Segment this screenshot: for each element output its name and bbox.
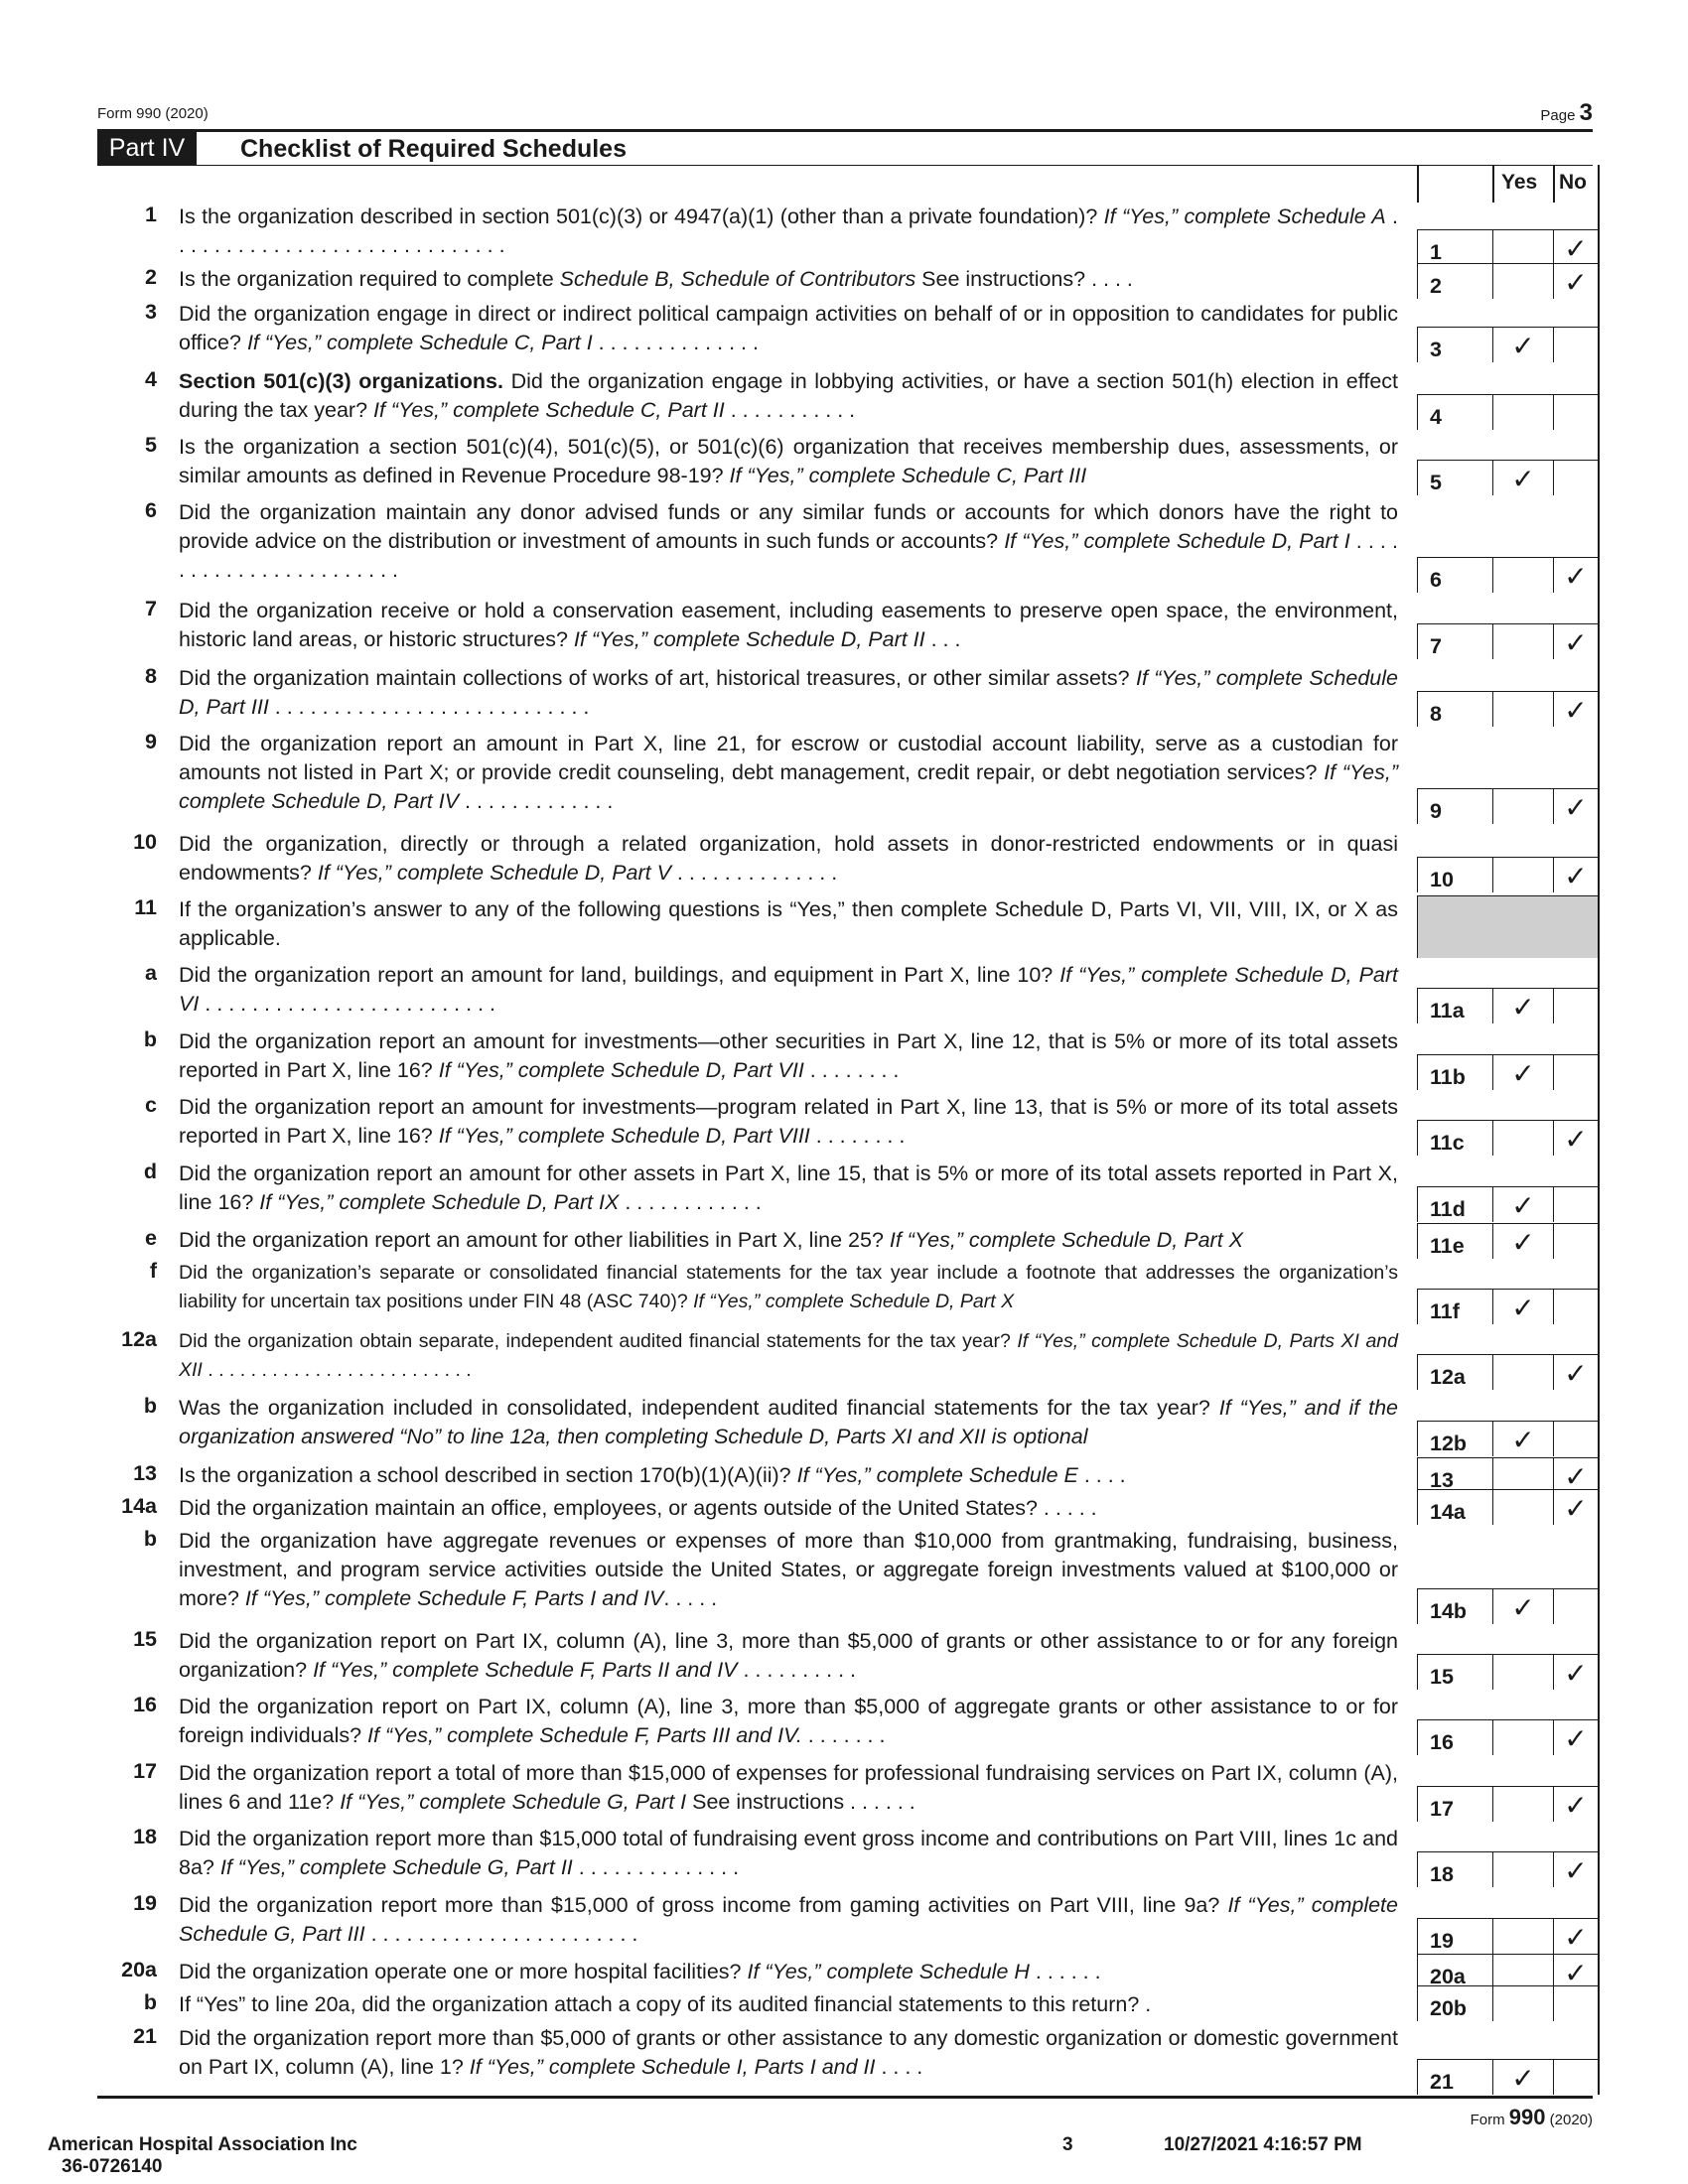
question-text: Did the organization report more than $5,000 of grants or other assistance to any domestic organization or domestic government on Part IX, column (A), line 1? If “Yes,” complete Schedule I, Parts I and II . . . . — [179, 2026, 1398, 2079]
row-number: 3 — [145, 300, 157, 324]
question-text: Did the organization maintain an office, employees, or agents outside of the United States? . . . . . — [179, 1496, 1097, 1520]
line-number-cell: 17 — [1417, 1786, 1492, 1822]
row-number: c — [145, 1093, 157, 1117]
yes-checkbox[interactable] — [1492, 623, 1553, 659]
row-number: 14a — [121, 1494, 157, 1518]
line-number-cell: 1 — [1417, 229, 1492, 265]
row-number: 15 — [133, 1627, 157, 1651]
yes-checkbox[interactable]: ✓ — [1492, 2059, 1553, 2095]
line-number-cell: 14a — [1417, 1489, 1492, 1525]
no-checkbox[interactable] — [1553, 460, 1598, 495]
row-number: 21 — [133, 2024, 157, 2048]
footer-form-number: 990 — [1508, 2105, 1546, 2129]
table-row — [0, 961, 1688, 1024]
page-number: 3 — [1579, 99, 1593, 126]
no-checkbox[interactable] — [1553, 327, 1598, 362]
table-row — [0, 1394, 1688, 1456]
line-number-cell: 4 — [1417, 394, 1492, 430]
row-number: b — [143, 1394, 157, 1418]
no-checkbox[interactable] — [1553, 988, 1598, 1024]
no-checkbox[interactable]: ✓ — [1553, 1954, 1598, 1989]
line-number-cell: 20a — [1417, 1954, 1492, 1989]
row-number: b — [143, 1027, 157, 1051]
no-checkbox[interactable]: ✓ — [1553, 623, 1598, 659]
question-text: Did the organization report on Part IX, column (A), line 3, more than $5,000 of grants or other assistance to or for any foreign organization? If “Yes,” complete Schedule F, Parts II and IV . . . . . . . . . . — [179, 1629, 1398, 1682]
yes-checkbox[interactable] — [1492, 1786, 1553, 1822]
table-row — [0, 1259, 1688, 1324]
row-number: 19 — [133, 1891, 157, 1915]
line-number-cell: 3 — [1417, 327, 1492, 362]
no-checkbox[interactable]: ✓ — [1553, 1354, 1598, 1390]
no-checkbox[interactable] — [1553, 1054, 1598, 1090]
table-row — [0, 1990, 1688, 2021]
row-number: 6 — [145, 498, 157, 522]
shaded-cell — [1417, 895, 1598, 958]
question-text: Did the organization maintain any donor advised funds or any similar funds or accounts for which donors have the right to provide advice on the distribution or investment of amounts in such funds or accounts? If “Yes,” complete Schedule D, Part I . . . . . . . . . . . . . . . . . . . . . . . — [179, 500, 1398, 582]
row-number: 20a — [121, 1958, 157, 1981]
table-row — [0, 830, 1688, 892]
yes-checkbox[interactable]: ✓ — [1492, 460, 1553, 495]
row-number: 9 — [145, 730, 157, 753]
row-number: 11 — [134, 895, 157, 919]
no-checkbox[interactable]: ✓ — [1553, 1654, 1598, 1690]
part-title: Checklist of Required Schedules — [240, 135, 627, 163]
question-text: Did the organization have aggregate revenues or expenses of more than $10,000 from grantmaking, fundraising, business, investment, and program service activities outside the United States, or aggregate foreign investments valued at $100,000 or more? If “Yes,” complete Schedule F, Parts I and IV. . . . . — [179, 1529, 1398, 1610]
column-header-no: No — [1559, 171, 1587, 194]
yes-checkbox[interactable]: ✓ — [1492, 988, 1553, 1024]
row-number: 1 — [145, 203, 157, 226]
yes-checkbox[interactable]: ✓ — [1492, 1054, 1553, 1090]
line-number-cell: 14b — [1417, 1588, 1492, 1624]
yes-checkbox[interactable]: ✓ — [1492, 327, 1553, 362]
question-text: If “Yes” to line 20a, did the organization attach a copy of its audited financial statements to this return? . — [179, 1992, 1152, 2016]
footer-form-year: (2020) — [1549, 2112, 1593, 2128]
table-row — [0, 1891, 1688, 1954]
no-checkbox[interactable]: ✓ — [1553, 263, 1598, 299]
yes-checkbox[interactable] — [1492, 394, 1553, 430]
yes-checkbox[interactable]: ✓ — [1492, 1223, 1553, 1259]
table-row — [0, 1160, 1688, 1222]
no-checkbox[interactable]: ✓ — [1553, 691, 1598, 727]
question-text: Did the organization engage in direct or indirect political campaign activities on behalf of or in opposition to candidates for public office? If “Yes,” complete Schedule C, Part I . . . . . . . . . . . . . . — [179, 302, 1398, 354]
yes-checkbox[interactable] — [1492, 263, 1553, 299]
question-text: Was the organization included in consolidated, independent audited financial statements for the tax year? If “Yes,” and if the organization answered “No” to line 12a, then completing Schedule D, Parts XI and XII is optional — [179, 1396, 1399, 1448]
table-row — [0, 1093, 1688, 1156]
table-row — [0, 1825, 1688, 1887]
yes-checkbox[interactable] — [1492, 1489, 1553, 1525]
yes-checkbox[interactable] — [1492, 1985, 1553, 2021]
page-word: Page — [1540, 107, 1576, 124]
table-row — [0, 367, 1688, 430]
question-text: Did the organization report an amount for investments—other securities in Part X, line 12, that is 5% or more of its total assets reported in Part X, line 16? If “Yes,” complete Schedule D, Part VII . . . . . . . . — [179, 1029, 1398, 1082]
yes-checkbox[interactable] — [1492, 1654, 1553, 1690]
row-number: 4 — [145, 367, 157, 391]
question-text: Did the organization report an amount for investments—program related in Part X, line 13, that is 5% or more of its total assets reported in Part X, line 16? If “Yes,” complete Schedule D, Part VIII . . . . . . . . — [179, 1095, 1398, 1148]
line-number-cell: 9 — [1417, 788, 1492, 824]
line-number-cell: 11c — [1417, 1120, 1492, 1156]
line-number-cell: 16 — [1417, 1719, 1492, 1755]
yes-checkbox[interactable] — [1492, 1354, 1553, 1390]
table-row — [0, 1527, 1688, 1624]
yes-checkbox[interactable] — [1492, 788, 1553, 824]
no-checkbox[interactable] — [1553, 2059, 1598, 2095]
no-checkbox[interactable] — [1553, 1289, 1598, 1324]
no-checkbox[interactable]: ✓ — [1553, 1457, 1598, 1493]
line-number-cell: 7 — [1417, 623, 1492, 659]
grid-line — [1492, 165, 1494, 203]
table-row — [0, 664, 1688, 727]
row-number: a — [145, 961, 157, 985]
part-label: Part IV — [97, 132, 197, 165]
line-number-cell: 6 — [1417, 557, 1492, 593]
organization-name: American Hospital Association Inc — [48, 2134, 357, 2155]
no-checkbox[interactable] — [1553, 1223, 1598, 1259]
no-checkbox[interactable]: ✓ — [1553, 1918, 1598, 1954]
line-number-cell: 12a — [1417, 1354, 1492, 1390]
ein: 36-0726140 — [62, 2156, 163, 2177]
line-number-cell: 8 — [1417, 691, 1492, 727]
no-checkbox[interactable]: ✓ — [1553, 1851, 1598, 1887]
no-checkbox[interactable]: ✓ — [1553, 1786, 1598, 1822]
yes-checkbox[interactable] — [1492, 1120, 1553, 1156]
row-number: 5 — [145, 433, 157, 457]
question-text: Did the organization report on Part IX, column (A), line 3, more than $5,000 of aggregate grants or other assistance to or for foreign individuals? If “Yes,” complete Schedule F, Parts III and IV. . . . . . . . — [179, 1695, 1398, 1747]
no-checkbox[interactable]: ✓ — [1553, 788, 1598, 824]
table-row — [0, 498, 1688, 593]
row-number: 2 — [145, 265, 157, 289]
no-checkbox[interactable]: ✓ — [1553, 1120, 1598, 1156]
line-number-cell: 18 — [1417, 1851, 1492, 1887]
table-row — [0, 300, 1688, 362]
line-number-cell: 20b — [1417, 1985, 1492, 2021]
form-label: Form 990 (2020) — [97, 105, 209, 122]
table-row — [0, 730, 1688, 824]
table-row — [0, 1759, 1688, 1822]
table-row — [0, 1627, 1688, 1690]
footer-page-number: 3 — [1062, 2134, 1073, 2155]
row-number: 13 — [133, 1461, 157, 1485]
line-number-cell: 15 — [1417, 1654, 1492, 1690]
question-text: Is the organization described in section 501(c)(3) or 4947(a)(1) (other than a private foundation)? If “Yes,” complete Schedule A . . . . . . . . . . . . . . . . . . . . . . . . . . . . . — [179, 205, 1399, 257]
line-number-cell: 11d — [1417, 1186, 1492, 1222]
line-number-cell: 12b — [1417, 1421, 1492, 1456]
row-number: b — [143, 1990, 157, 2014]
row-number: 12a — [121, 1327, 157, 1351]
grid-line — [1598, 165, 1600, 2095]
row-number: e — [145, 1226, 157, 1250]
question-text: Did the organization report an amount for other liabilities in Part X, line 25? If “Yes,” complete Schedule D, Part X — [179, 1228, 1243, 1252]
yes-checkbox[interactable] — [1492, 229, 1553, 265]
table-row — [0, 1327, 1688, 1390]
question-text: Did the organization’s separate or consolidated financial statements for the tax year include a footnote that addresses the organization’s liability for uncertain tax positions under FIN 48 (ASC 740)? If “Yes,” complete Schedule D, Part X — [179, 1262, 1398, 1312]
row-number: 7 — [145, 597, 157, 620]
table-row — [0, 895, 1688, 958]
no-checkbox[interactable] — [1553, 1985, 1598, 2021]
yes-checkbox[interactable] — [1492, 691, 1553, 727]
row-number: 18 — [133, 1825, 157, 1848]
grid-line — [1417, 165, 1419, 203]
yes-checkbox[interactable] — [1492, 1954, 1553, 1989]
footer-form-prefix: Form — [1470, 2112, 1505, 2128]
line-number-cell: 11a — [1417, 988, 1492, 1024]
yes-checkbox[interactable] — [1492, 1918, 1553, 1954]
row-number: b — [143, 1527, 157, 1551]
question-text: Did the organization, directly or through a related organization, hold assets in donor-restricted endowments or in quasi endowments? If “Yes,” complete Schedule D, Part V . . . . . . . . . . . . . . — [179, 832, 1398, 885]
question-text: Did the organization report a total of more than $15,000 of expenses for professional fundraising services on Part IX, column (A), lines 6 and 11e? If “Yes,” complete Schedule G, Part I See instructions . . . . . . — [179, 1761, 1398, 1814]
no-checkbox[interactable]: ✓ — [1553, 1719, 1598, 1755]
line-number-cell: 11e — [1417, 1223, 1492, 1259]
question-text: Did the organization report an amount for other assets in Part X, line 15, that is 5% or more of its total assets reported in Part X, line 16? If “Yes,” complete Schedule D, Part IX . . . . . . . . . . . . — [179, 1161, 1398, 1214]
line-number-cell: 11b — [1417, 1054, 1492, 1090]
line-number-cell: 11f — [1417, 1289, 1492, 1324]
question-text: Did the organization receive or hold a conservation easement, including easements to preserve open space, the environment, historic land areas, or historic structures? If “Yes,” complete Schedule D, Part II . . . — [179, 599, 1398, 651]
row-number: 17 — [133, 1759, 157, 1783]
table-row — [0, 265, 1688, 299]
question-text: Did the organization maintain collections of works of art, historical treasures, or other similar assets? If “Yes,” complete Schedule D, Part III . . . . . . . . . . . . . . . . . . . . . . . . . . . — [179, 666, 1399, 719]
table-row — [0, 1494, 1688, 1525]
line-number-cell: 2 — [1417, 263, 1492, 299]
bottom-rule — [97, 2096, 1593, 2099]
no-checkbox[interactable]: ✓ — [1553, 557, 1598, 593]
no-checkbox[interactable] — [1553, 1186, 1598, 1222]
table-row — [0, 433, 1688, 495]
question-text: Did the organization report an amount in Part X, line 21, for escrow or custodial account liability, serve as a custodian for amounts not listed in Part X; or provide credit counseling, debt management, credit repair, or debt negotiation services? If “Yes,” complete Schedule D, Part IV . . . . . . . . . . . . . — [179, 732, 1398, 813]
row-number: d — [143, 1160, 157, 1183]
yes-checkbox[interactable] — [1492, 1457, 1553, 1493]
line-number-cell: 19 — [1417, 1918, 1492, 1954]
question-text: Section 501(c)(3) organizations. Did the organization engage in lobbying activities, or have a section 501(h) election in effect during the tax year? If “Yes,” complete Schedule C, Part II . . . . . . . . . . . — [179, 369, 1398, 422]
yes-checkbox[interactable] — [1492, 557, 1553, 593]
column-header-yes: Yes — [1501, 171, 1538, 194]
row-number: 16 — [133, 1693, 157, 1716]
table-row — [0, 1027, 1688, 1090]
yes-checkbox[interactable]: ✓ — [1492, 1289, 1553, 1324]
yes-checkbox[interactable]: ✓ — [1492, 1588, 1553, 1624]
grid-line — [1553, 165, 1555, 203]
question-text: Is the organization required to complete Schedule B, Schedule of Contributors See instructions? . . . . — [179, 267, 1133, 291]
line-number-cell: 5 — [1417, 460, 1492, 495]
yes-checkbox[interactable] — [1492, 1851, 1553, 1887]
line-number-cell: 21 — [1417, 2059, 1492, 2095]
question-text: Did the organization operate one or more hospital facilities? If “Yes,” complete Schedule H . . . . . . — [179, 1960, 1101, 1983]
table-row — [0, 203, 1688, 265]
no-checkbox[interactable] — [1553, 1421, 1598, 1456]
row-number: f — [149, 1259, 157, 1283]
no-checkbox[interactable]: ✓ — [1553, 229, 1598, 265]
table-row — [0, 2024, 1688, 2095]
question-text: Did the organization report an amount for land, buildings, and equipment in Part X, line 10? If “Yes,” complete Schedule D, Part VI . . . . . . . . . . . . . . . . . . . . . . . . . — [179, 963, 1399, 1016]
question-text: Did the organization report more than $15,000 total of fundraising event gross income and contributions on Part VIII, lines 1c and 8a? If “Yes,” complete Schedule G, Part II . . . . . . . . . . . . . . — [179, 1827, 1398, 1879]
yes-checkbox[interactable] — [1492, 857, 1553, 892]
yes-checkbox[interactable]: ✓ — [1492, 1186, 1553, 1222]
timestamp: 10/27/2021 4:16:57 PM — [1164, 2134, 1362, 2155]
no-checkbox[interactable] — [1553, 394, 1598, 430]
question-text: Did the organization obtain separate, independent audited financial statements for the tax year? If “Yes,” complete Schedule D, Parts XI and XII . . . . . . . . . . . . . . . . . . . . . . . . . — [179, 1330, 1398, 1381]
yes-checkbox[interactable]: ✓ — [1492, 1421, 1553, 1456]
question-text: Is the organization a section 501(c)(4), 501(c)(5), or 501(c)(6) organization that receives membership dues, assessments, or similar amounts as defined in Revenue Procedure 98-19? If “Yes,” complete Schedule C, Part III — [179, 435, 1398, 487]
no-checkbox[interactable]: ✓ — [1553, 857, 1598, 892]
table-row — [0, 1693, 1688, 1755]
yes-checkbox[interactable] — [1492, 1719, 1553, 1755]
line-number-cell: 10 — [1417, 857, 1492, 892]
no-checkbox[interactable]: ✓ — [1553, 1489, 1598, 1525]
row-number: 10 — [133, 830, 157, 854]
line-number-cell: 13 — [1417, 1457, 1492, 1493]
footer-form-label — [1471, 2105, 1593, 2130]
table-row — [0, 597, 1688, 659]
table-row — [0, 1226, 1688, 1259]
question-text: If the organization’s answer to any of the following questions is “Yes,” then complete Schedule D, Parts VI, VII, VIII, IX, or X as applicable. — [179, 897, 1398, 950]
row-number: 8 — [145, 664, 157, 688]
no-checkbox[interactable] — [1553, 1588, 1598, 1624]
question-text: Did the organization report more than $15,000 of gross income from gaming activities on Part VIII, line 9a? If “Yes,” complete Schedule G, Part III . . . . . . . . . . . . . . . . . . . . . . . — [179, 1893, 1398, 1946]
question-text: Is the organization a school described in section 170(b)(1)(A)(ii)? If “Yes,” complete Schedule E . . . . — [179, 1463, 1126, 1487]
